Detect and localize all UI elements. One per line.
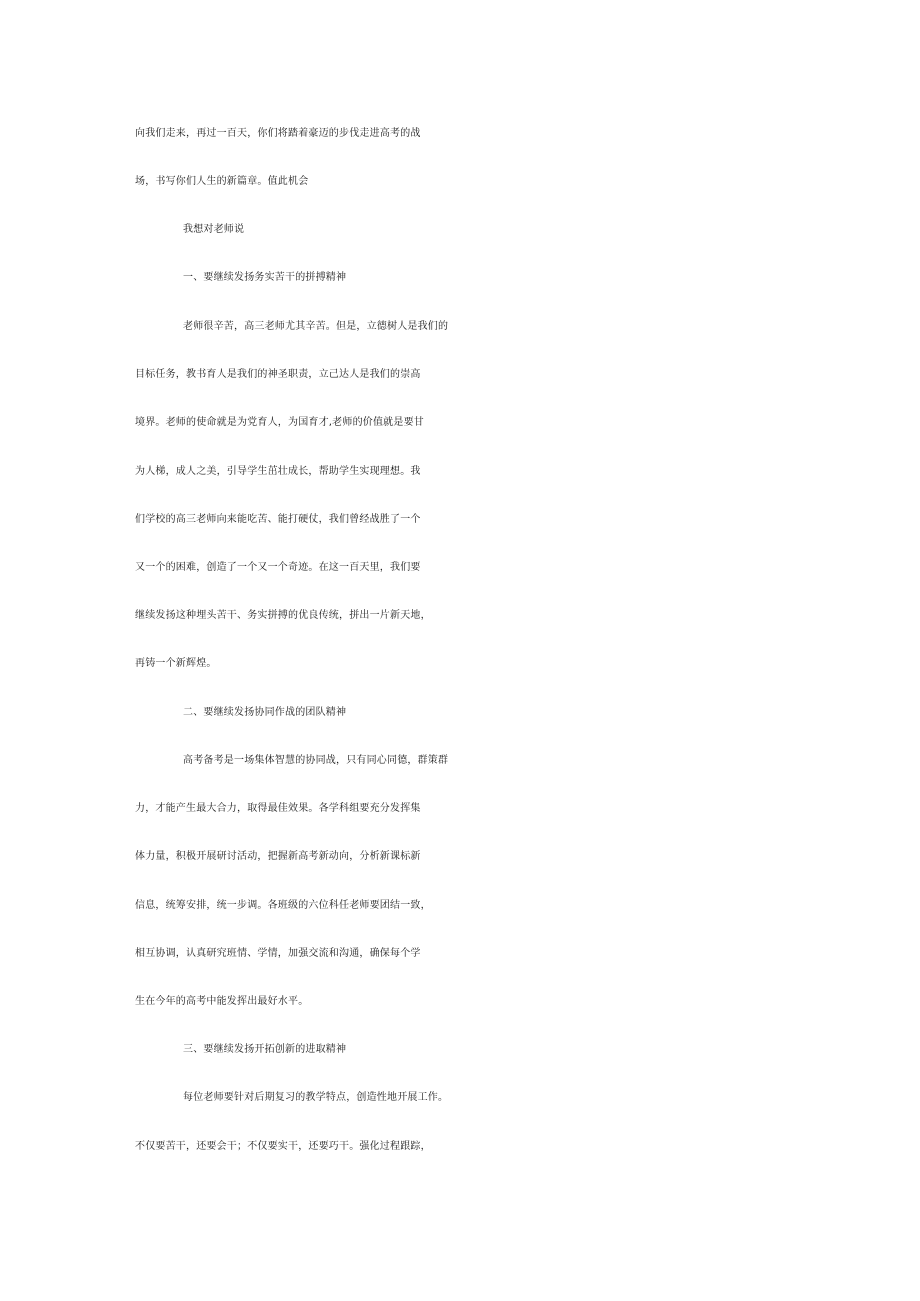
- paragraph-line: 力，才能产生最大合力，取得最佳效果。各学科组要充分发挥集: [135, 803, 421, 814]
- paragraph-line: 场，书写你们人生的新篇章。值此机会: [135, 176, 309, 187]
- paragraph-line: 不仅要苦干，还要会干；不仅要实干，还要巧干。强化过程跟踪，: [135, 1141, 431, 1152]
- paragraph-line: 目标任务，教书育人是我们的神圣职责，立己达人是我们的崇高: [135, 369, 421, 380]
- section-heading-1: 一、要继续发扬务实苦干的拼搏精神: [183, 272, 347, 283]
- paragraph-line: 为人梯，成人之美，引导学生茁壮成长，帮助学生实现理想。我: [135, 466, 421, 477]
- paragraph-line: 向我们走来，再过一百天，你们将踏着豪迈的步伐走进高考的战: [135, 128, 421, 139]
- paragraph-line: 相互协调，认真研究班情、学情，加强交流和沟通，确保每个学: [135, 948, 421, 959]
- paragraph-line: 又一个的困难，创造了一个又一个奇迹。在这一百天里，我们要: [135, 562, 421, 573]
- paragraph-line: 体力量，积极开展研讨活动，把握新高考新动向，分析新课标新: [135, 851, 421, 862]
- paragraph-line: 境界。老师的使命就是为党育人，为国育才,老师的价值就是要甘: [135, 417, 424, 428]
- section-heading-3: 三、要继续发扬开拓创新的进取精神: [183, 1044, 347, 1055]
- section-heading-2: 二、要继续发扬协同作战的团队精神: [183, 707, 347, 718]
- paragraph-line: 信息，统筹安排，统一步调。各班级的六位科任老师要团结一致，: [135, 900, 431, 911]
- paragraph-line: 高考备考是一场集体智慧的协同战，只有同心同德，群策群: [183, 755, 449, 766]
- paragraph-line: 再铸一个新辉煌。: [135, 658, 217, 669]
- paragraph-line: 老师很辛苦，高三老师尤其辛苦。但是，立德树人是我们的: [183, 321, 449, 332]
- paragraph-line: 生在今年的高考中能发挥出最好水平。: [135, 996, 309, 1007]
- paragraph-line: 继续发扬这种埋头苦干、务实拼搏的优良传统，拼出一片新天地，: [135, 610, 431, 621]
- paragraph-line: 们学校的高三老师向来能吃苦、能打硬仗，我们曾经战胜了一个: [135, 514, 421, 525]
- intro-line: 我想对老师说: [183, 224, 245, 235]
- paragraph-line: 每位老师要针对后期复习的教学特点，创造性地开展工作。: [183, 1092, 449, 1103]
